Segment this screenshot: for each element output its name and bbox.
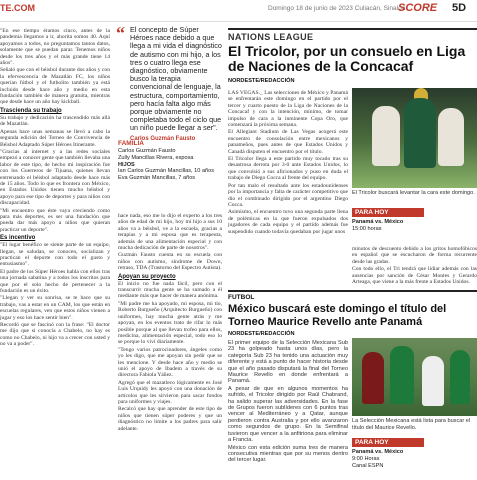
paragraph: minutos de descuento debido a los gritos homofóbicos en español que se escucharon de forma recurrente desde las gradas. [352,246,477,265]
paragraph: "Tengo varios patrocinadores, ángeles como yo les digo, que me apoyan sin pedir que se les mencione. Y desde hace año y medio se unió el apoyo de Ibadem a través de su directora Fabiola Yáñez. [118,346,222,379]
paragraph: "Mi padre me ha apoyado, mi esposa, mi tío, Roberto Burgueño (Arquitecto Burgueño) con uniformes, hay mucha gente atrás y me apoyan, en los eventos trato de rifar lo más posible porque al que llevan trofeo para ellos, medicina, alimentación especial, todo eso lo se porque lo viví diariamente. [118,300,222,346]
paragraph: "Mi encuentro que éste vaya creciendo como para más deportes, es ser una fundación que pueda dar más apoyo a niños que quieran practicar un deporte". [0,207,110,233]
nations-article-body [228,90,348,250]
paragraph: Agregó que el mazatleco lógicamente es José Luis Urquidy les apoyó con una donación de artículos que les sirvieron para sacar fondos para uniformes y viajes. [118,379,222,405]
futbol-article-body [228,340,348,480]
section-kicker: FUTBOL [228,290,477,301]
section-brand: SCORE [398,2,438,14]
paragraph: hace nada, eso me lo dijo el experto a los tres años de edad de mi hijo, hoy mi hijo a sus 10 años va a béisbol, ve a la escuela, gracias a terapias y a mi esposa que es terapeuta, además de una alimentación especial y con mucha dedicación de parte de nosotros". [118,213,222,252]
futbol-article-header [228,290,477,337]
paragraph: Recordó que se fascinó con la frase: "El doctor me dijo que si conocía a Chabelo, no hay es como no Chabelo, ni hijo va a crecer con usted y no va a poder". [0,322,110,348]
site-name[interactable]: TE.COM [0,3,35,13]
player-figure [438,108,464,166]
para-hoy-head: PARA HOY [352,208,424,217]
dateline: Domingo 18 de junio de 2023 Culiacán, Sinaloa [268,5,406,12]
subheading: Es incentivo [0,235,36,242]
paragraph: Asimismo, el encuentro tuvo una segunda parte llena de polémicas en la que fueron expulsados dos jugadores de cada equipo y el partido además fue suspendido cuando todavía quedaban por jugar unos [228,209,348,235]
paragraph: Señaló que con el béisbol durante dos años y con la efervescencia de Mazatlán FC, los niños querían fútbol y el futbolito también ya está incluido desde hace año y medio en esta fundación también de manera gratuita, mientras que desde hace un año hay kickball. [0,67,110,106]
paragraph: "El lugar benéfico se siente parte de un equipo, llegan, se saludan, se conocen, socializan y practican el deporte con todo el gusto y entusiasmo". [0,242,110,268]
family-title: FAMILIA [118,140,144,147]
paragraph: A pesar de que en algunos momentos ha sufrido, el Tricolor dirigido por Raúl Chabrand, ha salido superar las adversidades. En la fase de Grupos fueron sublíderes con 6 puntos tras vencer al Mediterráneo y a Qatar, aunque perdieron contra Australia y por ello avanzaron como segundos de grupo. En la Semifinal tuvieron que vencer a la anfitriona para eliminar a Francia. [228,385,348,444]
family-line: Zully Mancillas Rivera, esposa [118,154,194,161]
player-figure [404,98,436,168]
quote-mark-icon: “ [116,23,125,43]
paragraph: Por tan malo el resultado ante los estadounidenses por la importancia y falta de carácter competitivo que dio el combinado dirigido por el argentino Diego Cocca. [228,182,348,208]
paragraph: "Llegan y ver su sonrisa, se te hace que su trabajo, vas a estar en un CAM, los que están en escuelas regulares, ven que estos niños vienen a jugar y eso los hace sentir bien". [0,295,110,321]
byline: NORDESTE/REDACCIÓN [228,331,295,337]
article-title: México buscará este domingo el título del Torneo Maurice Revello ante Panamá [228,303,447,328]
photo-mexico-team [352,88,477,188]
paragraph: México con esta edición suma tres de manera consecutiva mientras que por su menos dentro del tercer lugar. [228,444,348,464]
paragraph: El Allegiant Stadium de Las Vegas acogerá este encuentro de consolación entre mexicanos y panameños, pues antes de que Estados Unidos y Canadá disputen el encuentro por el título. [228,129,348,155]
family-box [118,140,222,182]
paragraph: "En ese tiempo éramos cinco, antes de la pandemia llegamos a ir, ahorita somos 40. Aquí apoyamos a todos, no preguntamos tantos datos, solamente que se puedan parar. Tenemos niños desde los tres años y el más grande tiene 14 años". [0,28,110,67]
paragraph: El inicio no fue nada fácil, pero con el transcurrir mucha gente se ha sumado a él mediante más que hacer de manera anónima. [118,280,222,300]
paragraph: El padre de los Súper Héroes habla con ellos tras una jornada sabatina y a todos los inscritos para que por el solo hecho de pertenecer a la fundación es un éxito. [0,268,110,295]
para-hoy-box [352,438,424,469]
player-figure [422,356,444,406]
para-hoy-box [352,208,424,233]
paragraph: Con todo ello, el Tri tendrá que lidiar además con las ausencias por sanción de César Montes y Gerardo Arteaga, que viene a la más frente a Estados Unidos. [352,266,477,286]
match-teams: Panamá vs. México [352,449,404,455]
paragraph: El primer equipo de la Selección Mexicana Sub 23 ha golpeado hasta unos días, pero la categoría Sub 23 ha tenido una actuación muy diferente y está a punto de hacer historia desde que el año pasado disputará la final del Torneo Maurice Revello en donde enfrentará a Panamá. [228,340,348,385]
match-teams: Panamá vs. México [352,219,404,225]
family-line: Ian Carlos Guzmán Mancillas, 10 años [118,168,215,175]
paragraph: "Gracias al internet y a las redes sociales empezó a conocer gente que también llevaba una labor de este tipo, de hecho mi inspiración fue con los Guerreros de Tijuana, quienes llevan entrenando el béisbol adaptado desde hace más de 15 años. Todo lo que es frontera con México, en Estados Unidos tienen mucho béisbol y apoyo para ese tipo de deportes y para niños con discapacidad. [0,148,110,207]
family-line: HIJOS [118,161,135,168]
paragraph: Recalcó que hay que aprender de este tipo de niños que tienen súper poderes y que un diagnóstico no limite a los padres para salir adelante. [118,406,222,432]
player-figure [372,106,400,166]
quote-text: El concepto de Súper Héroes nace debido a que llega a mi vida el diagnóstico de autismo con mi hijo, a los tres o cuatro llega ese diagnóstico, obviamente busco la terapia convencional de lenguaje, la estructura, comportamiento, pero hacía falta algo más porque obviamente no completaba todo el ciclo que un niño puede llegar a ser". [130,25,222,133]
paragraph: El Tricolor llega a este partido muy tocado tras su desastrosa derrota por 3-0 ante Estados Unidos, lo que convulsió a sus aficionados y puso en duda el trabajo de Diego Cocca al frente del equipo. [228,156,348,182]
photo-caption: La Selección Mexicana está lista para buscar el título del Maurice Revello. [352,418,471,431]
subheading: Apoyan su proyecto [118,273,176,280]
pull-quote [116,23,222,142]
section-kicker: NATIONS LEAGUE [228,28,477,42]
player-figure [450,350,470,404]
player-figure [362,352,384,404]
player-figure [390,346,414,404]
byline: NORDESTE/REDACCIÓN [228,78,295,84]
photo-sub23-team [352,338,477,416]
match-time: 9:00 Horas [352,455,380,462]
paragraph: Guzmán Fausto cuenta en su escuela con niños con autismo, síndrome de Down, retraso, TDA (Trastorno del Espectro Autista). [118,252,222,272]
match-time: 15:00 horas [352,225,382,232]
paragraph: Apenas hace unas semanas se llevó a cabo la segunda edición del Torneo de Convivencia de Béisbol Adaptado Súper Héroes Itinerante. [0,128,110,148]
nations-article-continued [352,246,477,286]
paragraph: LAS VEGAS._ Las selecciones de México y Panamá se enfrentarán este domingo en el partido por el tercer y cuarto puesto de la Liga de Naciones de la Concacaf y con la intención, mínimo, de tomar impulso de cara a la inminente Copa Oro, que comenzará la próxima semana. [228,90,348,129]
column-2 [118,213,222,480]
article-title: El Tricolor, por un consuelo en Liga de Naciones de la Concacaf [228,43,466,74]
nations-article-header [228,28,477,84]
quote-author: Carlos Guzmán Fausto [130,135,196,142]
match-channel: Canal ESPN [352,462,384,469]
page-header [0,0,477,22]
paragraph: Su trabajo y dedicación ha trascendido más allá de Mazatlán. [0,114,110,128]
para-hoy-head: PARA HOY [352,438,424,447]
column-1 [0,28,110,480]
photo-caption: El Tricolor buscará levantar la cara este domingo. [352,190,475,196]
family-line: Carlos Guzmán Fausto [118,148,176,154]
subheading: Trascienda su trabajo [0,107,62,114]
page-number: 5D [452,2,467,14]
family-line: Eva Guzmán Mancillas, 7 años [118,175,196,182]
